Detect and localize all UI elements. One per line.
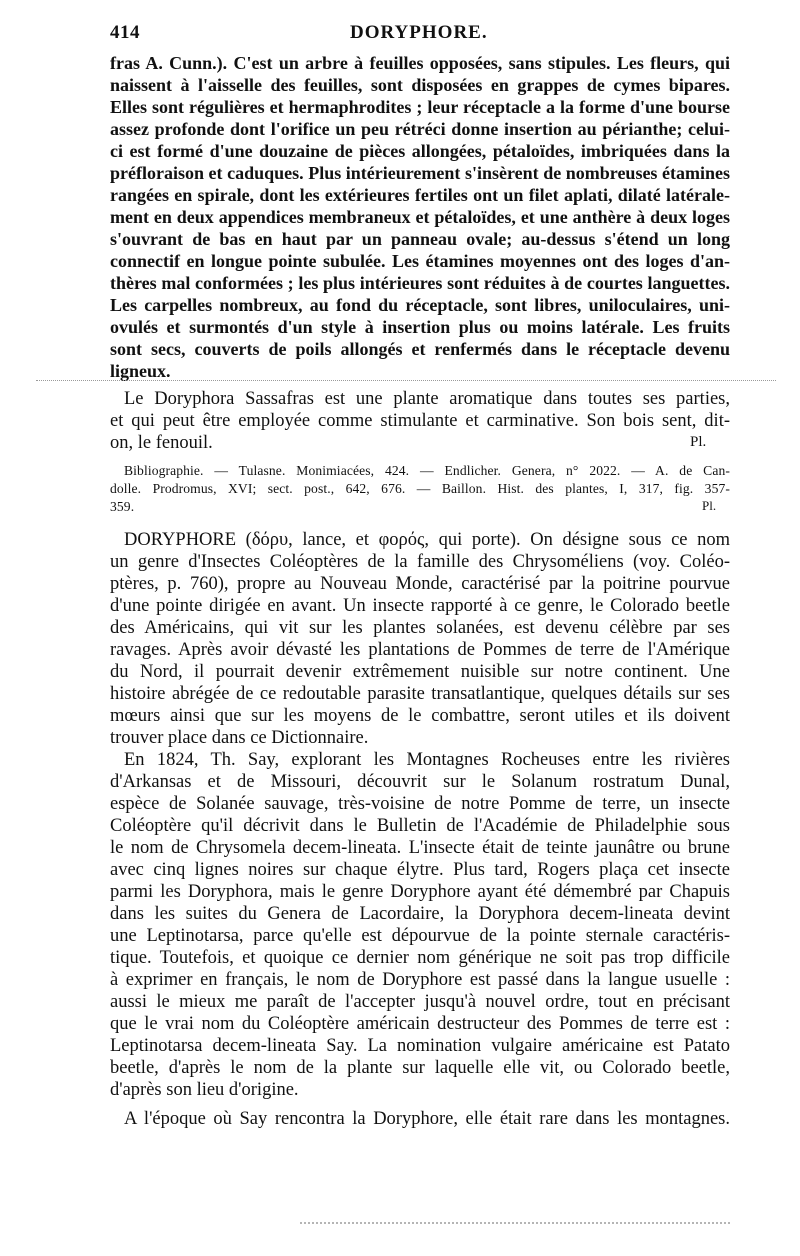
say-line: que le vrai nom du Coléoptère américain destructeur des Pommes de terre est : xyxy=(110,1014,730,1034)
say-line: beetle, d'après le nom de la plante sur laquelle elle vit, ou Colorado beetle, xyxy=(110,1058,730,1078)
say-line: Leptinotarsa decem-lineata Say. La nomination vulgaire américaine est Patato xyxy=(110,1036,730,1056)
article-line: un genre d'Insectes Coléoptères de la famille des Chrysoméliens (voy. Coléo- xyxy=(110,552,730,572)
article-line: ptères, p. 760), propre au Nouveau Monde, caractérisé par la poitrine pourvue xyxy=(110,574,730,594)
bibliography-line: Bibliographie. — Tulasne. Monimiacées, 424. — Endlicher. Genera, n° 2022. — A. de Can- xyxy=(124,463,730,478)
passage-line: Elles sont régulières et hermaphrodites ; leur réceptacle a la forme d'une bourse xyxy=(110,97,730,117)
article-line: des Américains, qui vit sur les plantes solanées, est devenu célèbre par ses xyxy=(110,618,730,638)
bibliography-line: 359. xyxy=(110,499,135,514)
bibliography-signature: Pl. xyxy=(702,498,717,513)
say-line: En 1824, Th. Say, explorant les Montagnes Rocheuses entre les rivières xyxy=(124,750,730,770)
passage-line: ment en deux appendices membraneux et pétaloïdes, et une anthère à deux loges xyxy=(110,207,730,227)
sassafras-line: et qui peut être employée comme stimulante et carminative. Son bois sent, dit- xyxy=(110,411,730,431)
passage-line: Les carpelles nombreux, au fond du réceptacle, sont libres, uniloculaires, uni- xyxy=(110,295,730,315)
passage-line: ci est formé d'une douzaine de pièces allongées, pétaloïdes, imbriquées dans la xyxy=(110,141,730,161)
passage-line: sont secs, couverts de poils allongés et renfermés dans le réceptacle devenu xyxy=(110,339,730,359)
passage-line: assez profonde dont l'orifice un peu rétréci donne insertion au périanthe; celui- xyxy=(110,119,730,139)
say-line: le nom de Chrysomela decem-lineata. L'insecte était de teinte jaunâtre ou brune xyxy=(110,838,730,858)
article-line: trouver place dans ce Dictionnaire. xyxy=(110,728,369,748)
say-line: espèce de Solanée sauvage, très-voisine de notre Pomme de terre, un insecte xyxy=(110,794,730,814)
sassafras-line: on, le fenouil. xyxy=(110,433,213,453)
article-line: ravages. Après avoir dévasté les plantations de Pommes de terre de l'Amérique xyxy=(110,640,730,660)
say-line: parmi les Doryphora, mais le genre Doryphore ayant été démembré par Chapuis xyxy=(110,882,730,902)
sassafras-line: Le Doryphora Sassafras est une plante aromatique dans toutes ses parties, xyxy=(124,389,730,409)
passage-line: fras A. Cunn.). C'est un arbre à feuilles opposées, sans stipules. Les fleurs, qui xyxy=(110,53,730,73)
author-signature: Pl. xyxy=(690,434,707,450)
passage-line: ovulés et surmontés d'un style à insertion plus ou moins latérale. Les fruits xyxy=(110,317,730,337)
running-title: DORYPHORE. xyxy=(350,22,488,43)
scan-artifact-rule xyxy=(36,380,776,381)
say-line: aussi le mieux me paraît de l'accepter jusqu'à nouvel ordre, tout en précisant xyxy=(110,992,730,1012)
passage-line: connectif en longue pointe subulée. Les étamines moyennes ont des loges d'an- xyxy=(110,251,730,271)
closing-line: A l'époque où Say rencontra la Doryphore, elle était rare dans les montagnes. xyxy=(124,1109,730,1129)
passage-line: préfloraison et caduques. Plus intérieurement s'insèrent de nombreuses étamines xyxy=(110,163,730,183)
passage-line: thères mal conformées ; les plus intérieures sont réduites à de courtes languettes. xyxy=(110,273,730,293)
bibliography-line: dolle. Prodromus, XVI; sect. post., 642, 676. — Baillon. Hist. des plantes, I, 317, fig. 357- xyxy=(110,481,730,496)
say-line: une Leptinotarsa, parce qu'elle est dépourvue de la pointe sternale caractéris- xyxy=(110,926,730,946)
say-line: tique. Toutefois, et quoique ce dernier nom générique ne soit pas trop difficile xyxy=(110,948,730,968)
say-line: avec cinq lignes noires sur chaque élytre. Plus tard, Rogers plaça cet insecte xyxy=(110,860,730,880)
say-line: d'après son lieu d'origine. xyxy=(110,1080,299,1100)
running-head xyxy=(110,22,730,48)
article-line: du Nord, il pourrait devenir extrêmement nuisible sur notre continent. Une xyxy=(110,662,730,682)
say-line: d'Arkansas et de Missouri, découvrit sur le Solanum rostratum Dunal, xyxy=(110,772,730,792)
passage-line: s'ouvrant de bas en haut par un panneau ovale; au-dessus s'étend un long xyxy=(110,229,730,249)
article-line: DORYPHORE (δόρυ, lance, et φορός, qui porte). On désigne sous ce nom xyxy=(124,530,730,550)
say-line: dans les suites du Genera de Lacordaire, la Doryphora decem-lineata devint xyxy=(110,904,730,924)
say-line: Coléoptère qu'il décrivit dans le Bulletin de l'Académie de Philadelphie sous xyxy=(110,816,730,836)
article-line: mœurs ainsi que sur les moyens de le combattre, seront utiles et ils doivent xyxy=(110,706,730,726)
passage-line: rangées en spirale, dont les extérieures fertiles ont un filet aplati, dilaté latérale- xyxy=(110,185,730,205)
page-number: 414 xyxy=(110,22,140,43)
passage-line: naissent à l'aisselle des feuilles, sont disposées en grappes de cymes bipares. xyxy=(110,75,730,95)
scan-artifact-marks xyxy=(300,1222,730,1224)
say-line: à exprimer en français, le nom de Doryphore est passé dans la langue usuelle : xyxy=(110,970,730,990)
article-line: d'une pointe dirigée en avant. Un insecte rapporté à ce genre, le Colorado beetle xyxy=(110,596,730,616)
passage-line: ligneux. xyxy=(110,361,171,381)
article-line: histoire abrégée de ce redoutable parasite transatlantique, quelques détails sur ses xyxy=(110,684,730,704)
